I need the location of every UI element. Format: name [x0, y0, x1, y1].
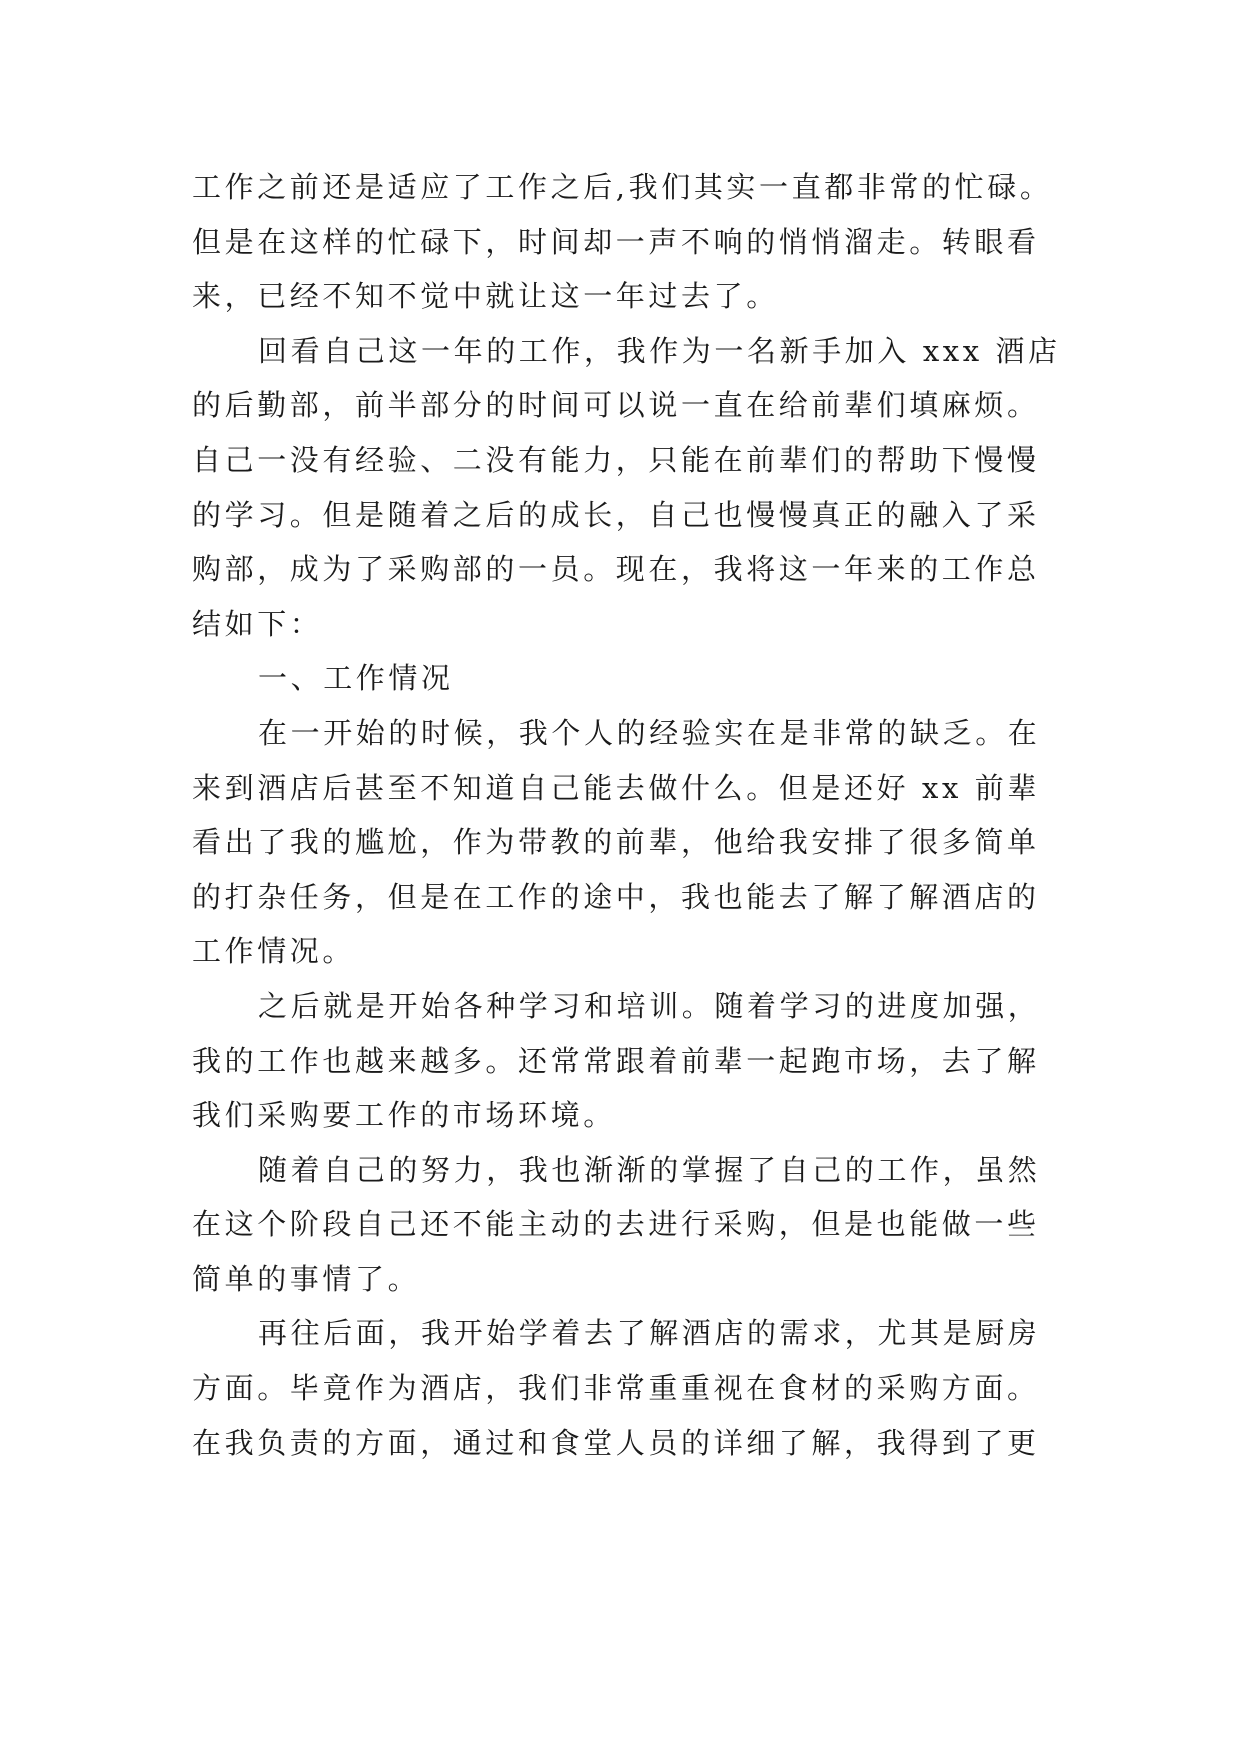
- text-line-5: 的后勤部，前半部分的时间可以说一直在给前辈们填麻烦。: [192, 388, 1040, 423]
- text-line-4: 回看自己这一年的工作，我作为一名新手加入 xxx 酒店: [258, 333, 1061, 368]
- text-line-21: 简单的事情了。: [192, 1261, 421, 1296]
- text-line-17: 我的工作也越来越多。还常常跟着前辈一起跑市场，去了解: [192, 1043, 1040, 1078]
- text-line-6: 自己一没有经验、二没有能力，只能在前辈们的帮助下慢慢: [192, 442, 1040, 477]
- text-line-23: 方面。毕竟作为酒店，我们非常重重视在食材的采购方面。: [192, 1371, 1040, 1406]
- text-line-3: 来，已经不知不觉中就让这一年过去了。: [192, 279, 779, 314]
- text-line-13: 看出了我的尴尬，作为带教的前辈，他给我安排了很多简单: [192, 825, 1040, 860]
- text-line-24: 在我负责的方面，通过和食堂人员的详细了解，我得到了更: [192, 1425, 1040, 1460]
- document-body: [192, 160, 1092, 1470]
- text-line-15: 工作情况。: [192, 934, 356, 969]
- text-line-8: 购部，成为了采购部的一员。现在，我将这一年来的工作总: [192, 552, 1040, 587]
- section-heading-work-status: 一、工作情况: [258, 661, 454, 696]
- text-line-2: 但是在这样的忙碌下，时间却一声不响的悄悄溜走。转眼看: [192, 224, 1040, 259]
- text-line-14: 的打杂任务，但是在工作的途中，我也能去了解了解酒店的: [192, 879, 1040, 914]
- text-line-7: 的学习。但是随着之后的成长，自己也慢慢真正的融入了采: [192, 497, 1040, 532]
- text-line-9: 结如下：: [192, 606, 323, 641]
- text-line-12: 来到酒店后甚至不知道自己能去做什么。但是还好 xx 前辈: [192, 770, 1040, 805]
- text-line-20: 在这个阶段自己还不能主动的去进行采购，但是也能做一些: [192, 1207, 1040, 1242]
- text-line-11: 在一开始的时候，我个人的经验实在是非常的缺乏。在: [258, 715, 1041, 750]
- text-line-22: 再往后面，我开始学着去了解酒店的需求，尤其是厨房: [258, 1316, 1041, 1351]
- text-line-18: 我们采购要工作的市场环境。: [192, 1098, 616, 1133]
- text-line-16: 之后就是开始各种学习和培训。随着学习的进度加强，: [258, 988, 1041, 1023]
- text-line-19: 随着自己的努力，我也渐渐的掌握了自己的工作，虽然: [258, 1152, 1041, 1187]
- text-line-1: 工作之前还是适应了工作之后,我们其实一直都非常的忙碌。: [192, 170, 1053, 204]
